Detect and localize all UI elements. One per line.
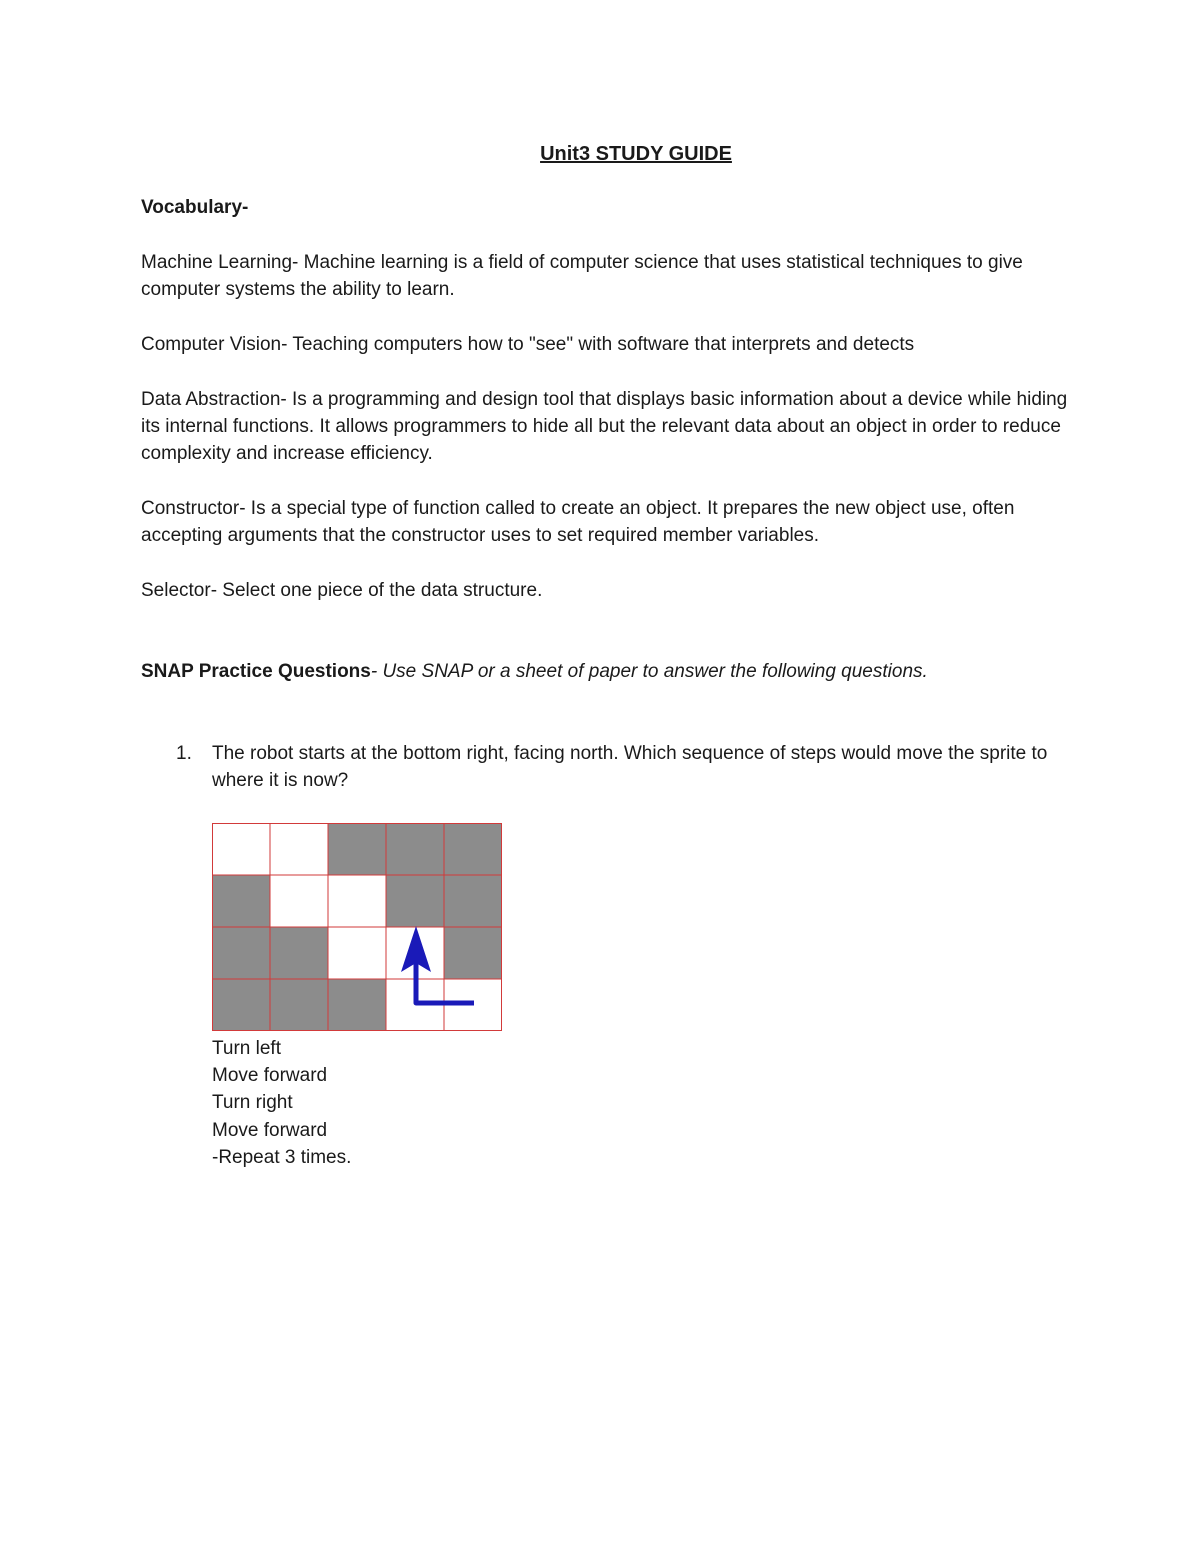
grid-cell xyxy=(386,875,444,927)
vocab-computer-vision xyxy=(141,331,1071,358)
grid-cell xyxy=(212,927,270,979)
snap-heading-label: SNAP Practice Questions xyxy=(141,661,371,682)
vocab-machine-learning xyxy=(141,249,1071,303)
question-number: 1. xyxy=(176,743,192,764)
grid-cell xyxy=(328,979,386,1031)
vocab-term: Machine Learning- xyxy=(141,252,299,273)
vocabulary-heading: Vocabulary- xyxy=(141,197,249,218)
snap-section-heading xyxy=(141,659,1071,685)
page-title: Unit3 STUDY GUIDE xyxy=(540,143,732,165)
vocab-definition: Teaching computers how to "see" with software that interprets and detects xyxy=(287,334,915,355)
question-text: The robot starts at the bottom right, facing north. Which sequence of steps would move the sprite to where it is now? xyxy=(212,743,1048,791)
answer-step: Move forward xyxy=(212,1119,328,1141)
grid-cell xyxy=(444,823,502,875)
vocab-definition: Machine learning is a field of computer science that uses statistical techniques to give computer systems the ability to learn. xyxy=(141,252,1023,300)
grid-cell xyxy=(212,875,270,927)
grid-cell xyxy=(328,927,386,979)
vocab-definition: Is a special type of function called to create an object. It prepares the new object use, often accepting arguments that the constructor uses to set required member variables. xyxy=(141,498,1015,546)
vocab-definition: Is a programming and design tool that displays basic information about a device while hiding its internal functions. It allows programmers to hide all but the relevant data about an object in order to reduce complexity and increase efficiency. xyxy=(141,389,1068,464)
grid-cell xyxy=(386,823,444,875)
vocab-data-abstraction xyxy=(141,386,1071,467)
grid-cell xyxy=(328,875,386,927)
snap-instructions: - Use SNAP or a sheet of paper to answer the following questions. xyxy=(370,661,928,682)
grid-cell xyxy=(270,979,328,1031)
grid-cell xyxy=(328,823,386,875)
answer-steps xyxy=(212,1035,351,1171)
vocab-term: Selector- xyxy=(141,580,218,601)
vocab-term: Computer Vision- xyxy=(141,334,288,355)
grid-cell xyxy=(444,927,502,979)
vocab-term: Constructor- xyxy=(141,498,246,519)
vocab-definition: Select one piece of the data structure. xyxy=(217,580,543,601)
grid-cell xyxy=(212,823,270,875)
answer-step: Move forward xyxy=(212,1065,328,1087)
answer-step: Turn left xyxy=(212,1038,281,1059)
vocab-term: Data Abstraction- xyxy=(141,389,287,410)
question-1 xyxy=(176,740,1056,794)
grid-cell xyxy=(270,823,328,875)
answer-step: -Repeat 3 times. xyxy=(212,1146,352,1168)
grid-cell xyxy=(212,979,270,1031)
vocab-selector xyxy=(141,577,1071,604)
grid-cell xyxy=(444,875,502,927)
grid-cell xyxy=(270,927,328,979)
robot-grid-figure xyxy=(212,823,502,1031)
grid-cell xyxy=(270,875,328,927)
vocab-constructor xyxy=(141,495,1071,549)
answer-step: Turn right xyxy=(212,1092,293,1114)
